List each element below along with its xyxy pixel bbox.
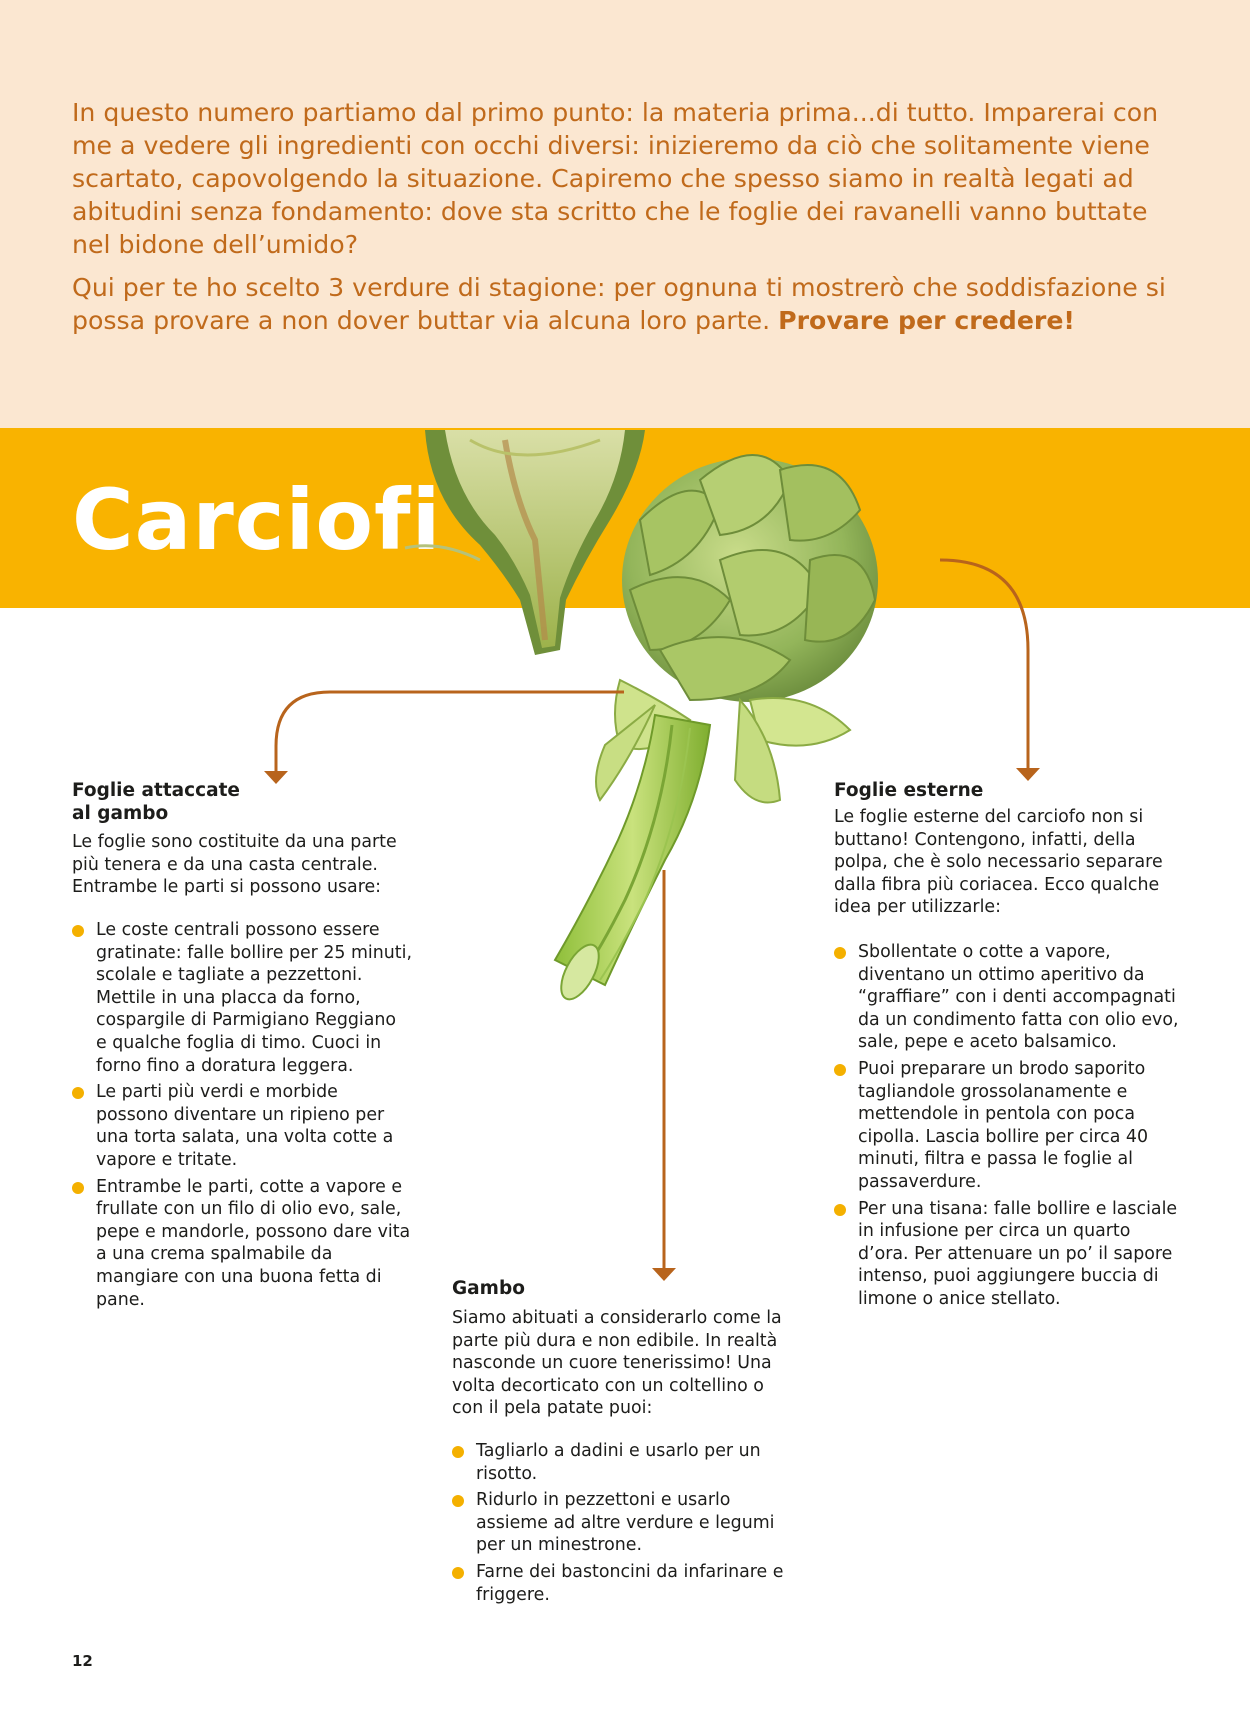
center-bullet-item xyxy=(452,1561,797,1606)
right-bullet-list xyxy=(834,941,1184,1315)
bullet-dot-icon xyxy=(72,1087,84,1099)
left-bullet-text: Le coste centrali possono essere gratinate: falle bollire per 25 minuti, scolale e tagliate a pezzettoni. Mettile in una placca da forno, cospargile di Parmigiano Reggiano e qualche foglia di timo. Cuoci in forno fino a doratura leggera. xyxy=(96,920,412,1076)
arrow-to-center xyxy=(652,870,676,1281)
bullet-dot-icon xyxy=(452,1567,464,1579)
whole-artichoke xyxy=(554,455,878,1005)
left-bullet-list xyxy=(72,919,412,1315)
left-heading-line1: Foglie attaccate xyxy=(72,780,240,801)
right-bullet-item xyxy=(834,1198,1184,1311)
page-number: 12 xyxy=(72,1652,93,1670)
bullet-dot-icon xyxy=(834,1064,846,1076)
bullet-dot-icon xyxy=(834,947,846,959)
bullet-dot-icon xyxy=(834,1204,846,1216)
center-bullet-item xyxy=(452,1440,797,1485)
intro-paragraph-1: In questo numero partiamo dal primo punto: la materia prima...di tutto. Imparerai con me a vedere gli ingredienti con occhi diversi: inizieremo da ciò che solitamente viene scartato, capovolgendo la situazione. Capiremo che spesso siamo in realtà legati ad abitudini senza fondamento: dove sta scritto che le foglie dei ravanelli vanno buttate nel bidone dell’umido? xyxy=(72,98,1159,259)
arrow-to-left xyxy=(264,692,624,784)
right-bullet-text: Puoi preparare un brodo saporito tagliandole grossolanamente e mettendole in pentola con poca cipolla. Lascia bollire per circa 40 minuti, filtra e passa le foglie al passaverdure. xyxy=(858,1058,1149,1192)
right-bullet-text: Per una tisana: falle bollire e lasciale in infusione per circa un quarto d’ora. Per attenuare un po’ il sapore intenso, puoi aggiungere buccia di limone o anice stellato. xyxy=(858,1198,1178,1309)
left-heading xyxy=(72,779,412,825)
left-bullet-text: Le parti più verdi e morbide possono diventare un ripieno per una torta salata, una volta cotte a vapore e tritate. xyxy=(96,1082,394,1170)
right-intro: Le foglie esterne del carciofo non si buttano! Contengono, infatti, della polpa, che è solo necessario separare dalla fibra più coriacea. Ecco qualche idea per utilizzarle: xyxy=(834,807,1163,918)
right-bullet-text: Sbollentate o cotte a vapore, diventano un ottimo aperitivo da “graffiare” con i denti accompagnati da un condimento fatta con olio evo, sale, pepe e aceto balsamico. xyxy=(858,942,1179,1053)
left-bullet-item xyxy=(72,1176,412,1312)
arrow-to-right xyxy=(940,560,1040,781)
left-bullet-text: Entrambe le parti, cotte a vapore e frullate con un filo di olio evo, sale, pepe e mandorle, possono dare vita a una crema spalmabile da mangiare con una buona fetta di pane. xyxy=(96,1176,411,1310)
center-bullet-item xyxy=(452,1489,797,1557)
center-bullet-list xyxy=(452,1440,797,1610)
center-bullet-text: Farne dei bastoncini da infarinare e friggere. xyxy=(476,1561,784,1605)
left-bullet-item xyxy=(72,919,412,1077)
center-bullet-text: Ridurlo in pezzettoni e usarlo assieme ad altre verdure e legumi per un minestrone. xyxy=(476,1490,775,1556)
left-intro: Le foglie sono costituite da una parte più tenera e da una casta centrale. Entrambe le parti si possono usare: xyxy=(72,832,397,898)
center-intro: Siamo abituati a considerarlo come la parte più dura e non edibile. In realtà nasconde un cuore tenerissimo! Una volta decorticato con un coltellino o con il pela patate puoi: xyxy=(452,1308,782,1419)
page-title: Carciofi xyxy=(72,471,442,569)
center-heading: Gambo xyxy=(452,1278,525,1299)
bullet-dot-icon xyxy=(452,1495,464,1507)
right-bullet-item xyxy=(834,941,1184,1054)
left-heading-line2: al gambo xyxy=(72,803,169,824)
center-bullet-text: Tagliarlo a dadini e usarlo per un risotto. xyxy=(476,1441,761,1484)
intro-paragraph-2-bold: Provare per credere! xyxy=(778,306,1075,335)
bullet-dot-icon xyxy=(72,925,84,937)
intro-paragraph-2-text: Qui per te ho scelto 3 verdure di stagione: per ognuna ti mostrerò che soddisfazione si possa provare a non dover buttar via alcuna loro parte. xyxy=(72,273,1166,335)
right-bullet-item xyxy=(834,1058,1184,1194)
halved-artichoke xyxy=(405,430,645,655)
bullet-dot-icon xyxy=(72,1182,84,1194)
right-heading: Foglie esterne xyxy=(834,780,984,801)
left-bullet-item xyxy=(72,1081,412,1171)
bullet-dot-icon xyxy=(452,1446,464,1458)
